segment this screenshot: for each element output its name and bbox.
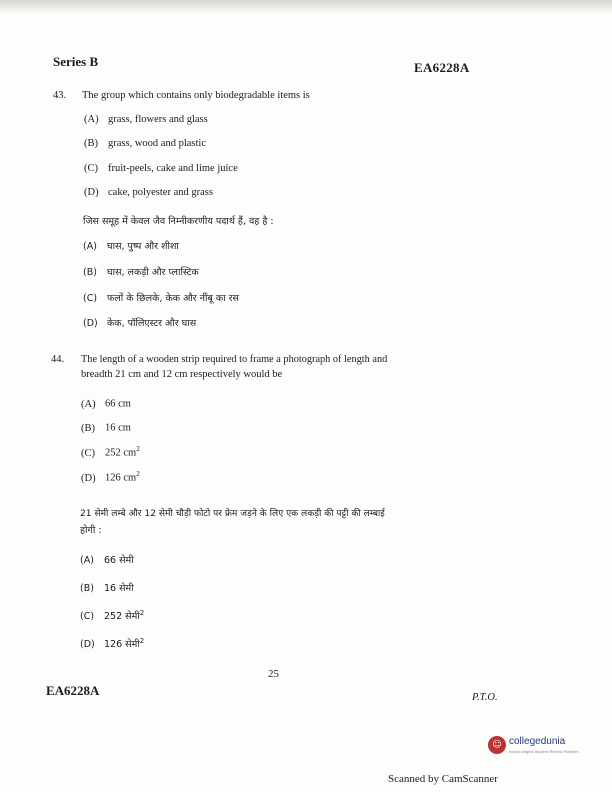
option-label: (D) <box>83 318 98 329</box>
q43-option-b <box>84 138 206 149</box>
paper-code-bottom: EA6228A <box>46 683 100 698</box>
q43-option-a <box>84 114 208 125</box>
option-text: fruit-peels, cake and lime juice <box>108 163 238 174</box>
q44-option-b <box>81 420 131 434</box>
option-text: 16 cm <box>105 422 131 434</box>
option-superscript: 2 <box>136 445 140 453</box>
series-label: Series B <box>53 54 99 69</box>
q44-option-d <box>81 470 140 484</box>
q43-hindi-option-a <box>83 239 179 252</box>
option-label: (B) <box>80 583 94 595</box>
q44-text-line1: The length of a wooden strip required to frame a photograph of length and <box>81 354 388 365</box>
paper-code-top: EA6228A <box>414 60 470 75</box>
q44-option-a <box>81 396 131 410</box>
option-text: 66 cm <box>105 398 131 410</box>
option-label: (B) <box>81 422 95 434</box>
q43-hindi-option-b <box>83 265 199 278</box>
option-text: 252 cm <box>105 447 137 459</box>
q44-hindi-line1: 21 सेमी लम्बे और 12 सेमी चौड़ी फोटो पर फ्रेम जड़ने के लिए एक लकड़ी की पट्टी की लम्बाई <box>80 509 385 519</box>
pto-label: P.T.O. <box>472 692 498 703</box>
option-label: (A) <box>84 114 99 125</box>
q44-hindi-option-d <box>80 637 144 650</box>
option-label: (C) <box>80 611 95 623</box>
option-text: घास, पुष्प और शीशा <box>107 241 179 252</box>
q44-hindi-option-b <box>80 581 134 594</box>
option-label: (A) <box>81 398 96 410</box>
option-text: grass, flowers and glass <box>108 114 208 125</box>
option-superscript: 2 <box>139 637 145 645</box>
option-label: (D) <box>84 187 99 198</box>
mascot-icon: ☺ <box>488 736 506 754</box>
option-text: केक, पॉलिएस्टर और घास <box>107 318 197 329</box>
option-label: (D) <box>81 472 96 484</box>
option-text: grass, wood and plastic <box>108 138 206 149</box>
option-text: घास, लकड़ी और प्लास्टिक <box>107 267 199 278</box>
option-text: फलों के छिलके, केक और नींबू का रस <box>107 293 239 304</box>
logo-text: collegedunia <box>509 736 566 747</box>
option-label: (C) <box>84 163 98 174</box>
option-label: (D) <box>80 639 95 651</box>
option-label: (B) <box>84 138 98 149</box>
q43-hindi-text: जिस समूह में केवल जैव निम्नीकरणीय पदार्थ हैं, वह है : <box>83 216 274 227</box>
option-text: 16 सेमी <box>104 583 134 595</box>
option-label: (C) <box>81 447 95 459</box>
option-text: cake, polyester and grass <box>108 187 213 198</box>
option-text: 126 cm <box>105 472 137 484</box>
q43-option-c <box>84 163 238 174</box>
scanner-watermark: Scanned by CamScanner <box>388 773 498 785</box>
option-text: 66 सेमी <box>104 555 134 567</box>
collegedunia-logo <box>488 734 579 760</box>
q43-text: The group which contains only biodegradable items is <box>82 90 310 101</box>
q43-option-d <box>84 187 213 198</box>
q44-hindi-option-a <box>80 553 134 566</box>
q44-option-c <box>81 445 140 459</box>
logo-tagline: India's largest Student Review Platform <box>509 749 579 754</box>
q43-hindi-option-c <box>83 291 239 304</box>
option-text: 126 सेमी <box>104 639 140 651</box>
q43-hindi-option-d <box>83 316 196 329</box>
option-label: (B) <box>83 267 97 278</box>
q44-hindi-option-c <box>80 609 144 622</box>
q43-number: 43. <box>53 90 67 101</box>
option-label: (A) <box>83 241 97 252</box>
q44-hindi-line2: होगी : <box>80 525 102 536</box>
option-text: 252 सेमी <box>104 611 140 623</box>
option-superscript: 2 <box>139 609 145 617</box>
option-label: (C) <box>83 293 98 304</box>
option-label: (A) <box>80 555 94 567</box>
scan-edge-shadow <box>0 0 612 14</box>
page-number: 25 <box>268 668 279 680</box>
q44-text-line2: breadth 21 cm and 12 cm respectively would be <box>81 369 283 380</box>
q44-number: 44. <box>51 354 65 365</box>
option-superscript: 2 <box>136 470 140 478</box>
